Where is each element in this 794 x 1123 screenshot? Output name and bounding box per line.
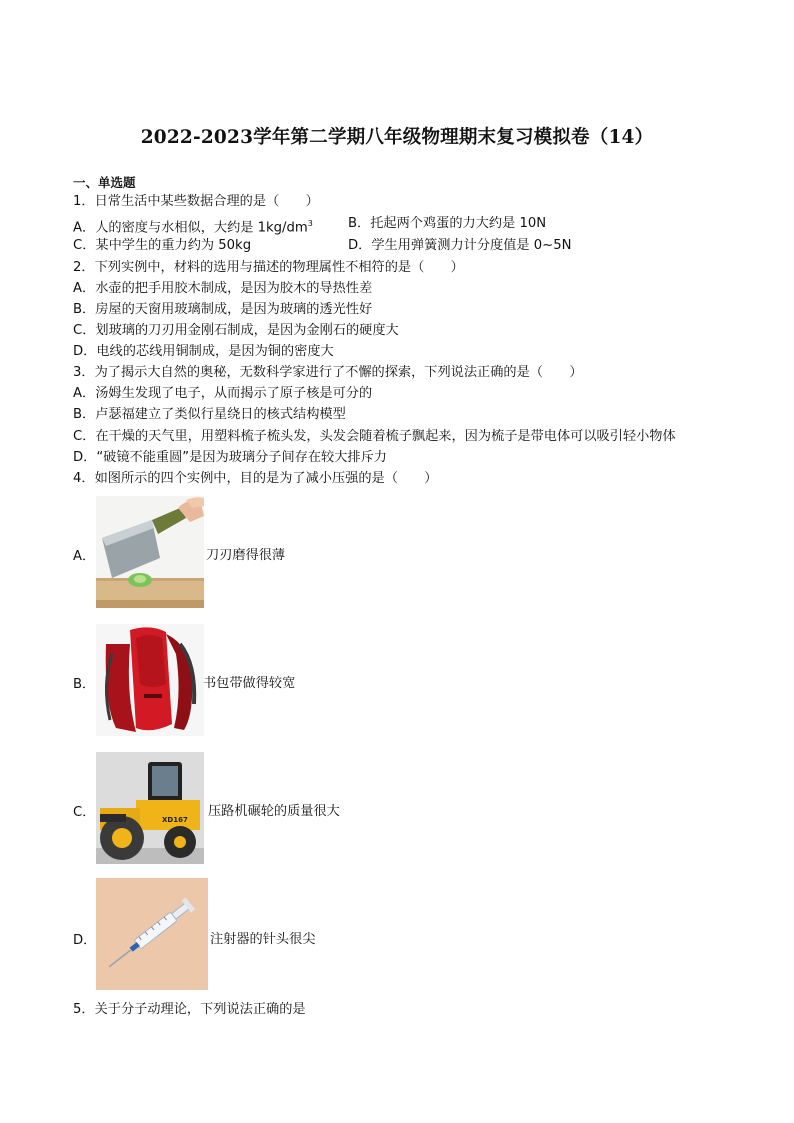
question-4-option-d-label: D．	[73, 933, 97, 948]
question-3-option-a: A．汤姆生发现了电子，从而揭示了原子核是可分的	[73, 386, 373, 401]
road-roller-photo	[96, 752, 204, 864]
roller-model-text: XD167	[162, 816, 188, 824]
question-2-option-b: B．房屋的天窗用玻璃制成，是因为玻璃的透光性好	[73, 302, 373, 317]
question-1-option-d: D．学生用弹簧测力计分度值是 0~5N	[348, 238, 572, 253]
page-title: 2022-2023学年第二学期八年级物理期末复习模拟卷（14）	[140, 127, 654, 148]
option-a-text: A．人的密度与水相似，大约是 1kg/dm	[73, 220, 308, 236]
question-4-option-b-text: 书包带做得较宽	[203, 676, 296, 691]
question-1-option-b: B．托起两个鸡蛋的力大约是 10N	[348, 216, 547, 231]
question-4-option-a-label: A．	[73, 549, 96, 564]
question-2-option-c: C．划玻璃的刀刃用金刚石制成，是因为金刚石的硬度大	[73, 323, 399, 338]
section-heading: 一、单选题	[73, 175, 136, 190]
question-1-option-a	[73, 215, 313, 237]
question-1-option-c: C．某中学生的重力约为 50kg	[73, 238, 252, 253]
question-3-option-c: C．在干燥的天气里，用塑料梳子梳头发，头发会随着梳子飘起来，因为梳子是带电体可以吸引轻小物体	[73, 429, 676, 444]
question-2-option-d: D．电线的芯线用铜制成，是因为铜的密度大	[73, 344, 334, 359]
knife-cutting-vegetable-photo	[96, 496, 204, 608]
question-4-option-c-text: 压路机碾轮的质量很大	[208, 804, 340, 819]
question-2-option-a: A．水壶的把手用胶木制成，是因为胶木的导热性差	[73, 281, 373, 296]
question-3-stem: 3．为了揭示大自然的奥秘，无数科学家进行了不懈的探索，下列说法正确的是（ ）	[73, 365, 583, 380]
unit-superscript: 3	[307, 219, 313, 228]
question-4-option-c-label: C．	[73, 805, 96, 820]
red-backpack-photo	[96, 624, 204, 736]
question-3-option-b: B．卢瑟福建立了类似行星绕日的核式结构模型	[73, 407, 346, 422]
question-4-stem: 4．如图所示的四个实例中，目的是为了减小压强的是（ ）	[73, 471, 438, 486]
question-5-stem: 5．关于分子动理论，下列说法正确的是	[73, 1002, 306, 1017]
question-1-stem: 1．日常生活中某些数据合理的是（ ）	[73, 194, 319, 209]
question-4-option-b-label: B．	[73, 677, 96, 692]
question-2-stem: 2．下列实例中，材料的选用与描述的物理属性不相符的是（ ）	[73, 260, 464, 275]
question-4-option-d-text: 注射器的针头很尖	[210, 932, 316, 947]
question-4-option-a-text: 刀刃磨得很薄	[206, 548, 286, 563]
syringe-photo	[96, 878, 208, 990]
question-3-option-d: D．“破镜不能重圆”是因为玻璃分子间存在较大排斥力	[73, 450, 387, 465]
